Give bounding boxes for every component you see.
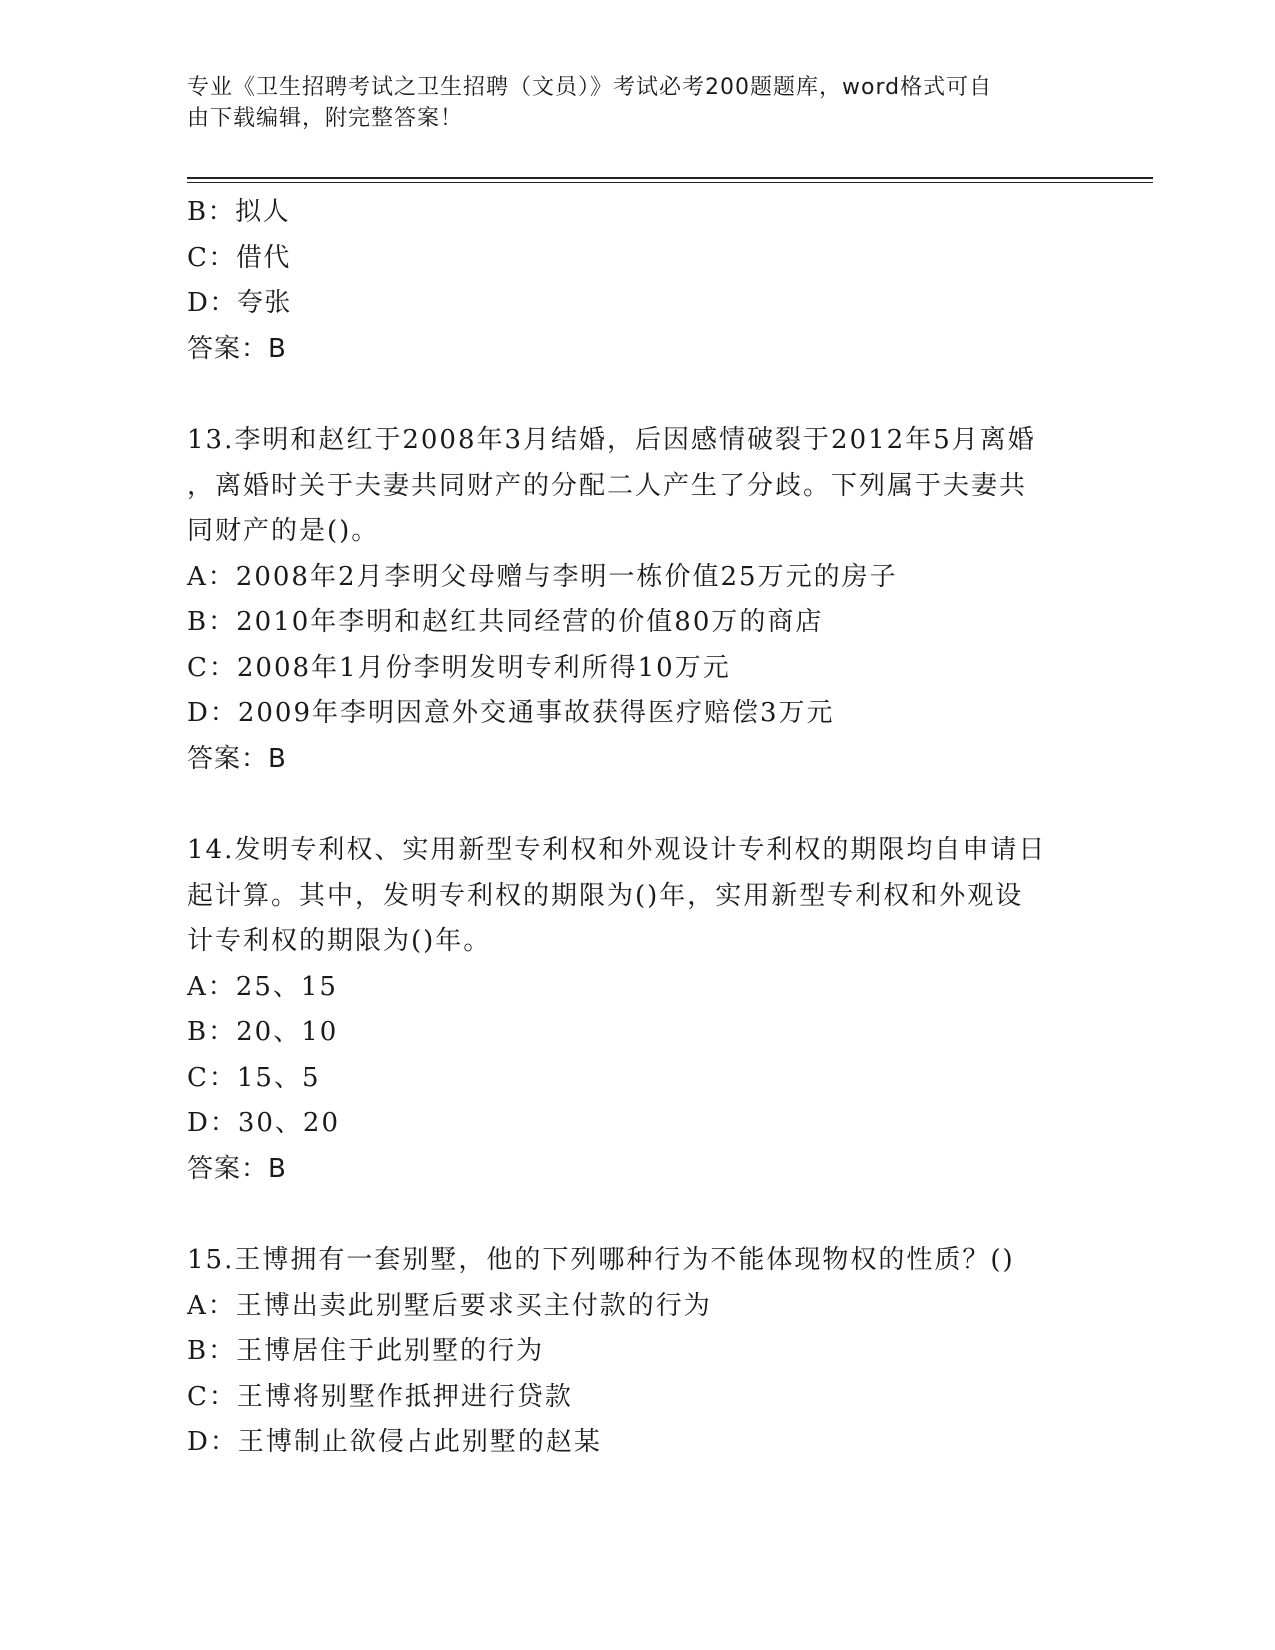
question-stem-line: ，离婚时关于夫妻共同财产的分配二人产生了分歧。下列属于夫妻共 [187,470,1028,501]
option-a: A：2008年2月李明父母赠与李明一栋价值25万元的房子 [187,561,898,592]
question-14 [187,828,1087,1192]
question-stem-line: 起计算。其中，发明专利权的期限为()年，实用新型专利权和外观设 [187,880,1024,911]
option-d: D：夸张 [187,288,292,318]
option-b: B：20、10 [187,1017,339,1047]
option-d: D：30、20 [187,1108,341,1138]
option-c: C：2008年1月份李明发明专利所得10万元 [187,652,731,683]
option-c: C：15、5 [187,1062,321,1093]
question-stem-line: 14.发明专利权、实用新型专利权和外观设计专利权的期限均自申请日 [187,835,1047,865]
question-stem-line: 13.李明和赵红于2008年3月结婚，后因感情破裂于2012年5月离婚 [187,425,1036,455]
document-header [187,72,1067,134]
header-line-2: 由下载编辑，附完整答案！ [187,106,464,131]
header-rule-thin [187,182,1153,183]
question-stem-line: 同财产的是()。 [187,516,380,546]
question-stem-line: 15.王博拥有一套别墅，他的下列哪种行为不能体现物权的性质？() [187,1245,1015,1275]
option-b: B：王博居住于此别墅的行为 [187,1336,545,1366]
question-12-tail [187,190,1087,372]
option-b: B：拟人 [187,197,291,227]
question-stem-line: 计专利权的期限为()年。 [187,926,492,956]
question-content [187,190,1087,1466]
header-line-1: 专业《卫生招聘考试之卫生招聘（文员）》考试必考200题题库，word格式可自 [187,75,993,100]
answer-label: 答案：B [187,333,287,364]
option-a: A：王博出卖此别墅后要求买主付款的行为 [187,1290,712,1321]
option-d: D：王博制止欲侵占此别墅的赵某 [187,1427,602,1457]
spacer [187,782,1087,828]
option-c: C：借代 [187,242,291,273]
header-rule-thick [187,177,1153,179]
option-a: A：25、15 [187,971,338,1002]
option-b: B：2010年李明和赵红共同经营的价值80万的商店 [187,607,824,637]
question-15 [187,1238,1087,1466]
spacer [187,1192,1087,1238]
answer-label: 答案：B [187,1153,287,1184]
question-13 [187,418,1087,782]
option-c: C：王博将别墅作抵押进行贷款 [187,1381,573,1412]
answer-label: 答案：B [187,743,287,774]
option-d: D：2009年李明因意外交通事故获得医疗赔偿3万元 [187,698,835,728]
spacer [187,372,1087,418]
